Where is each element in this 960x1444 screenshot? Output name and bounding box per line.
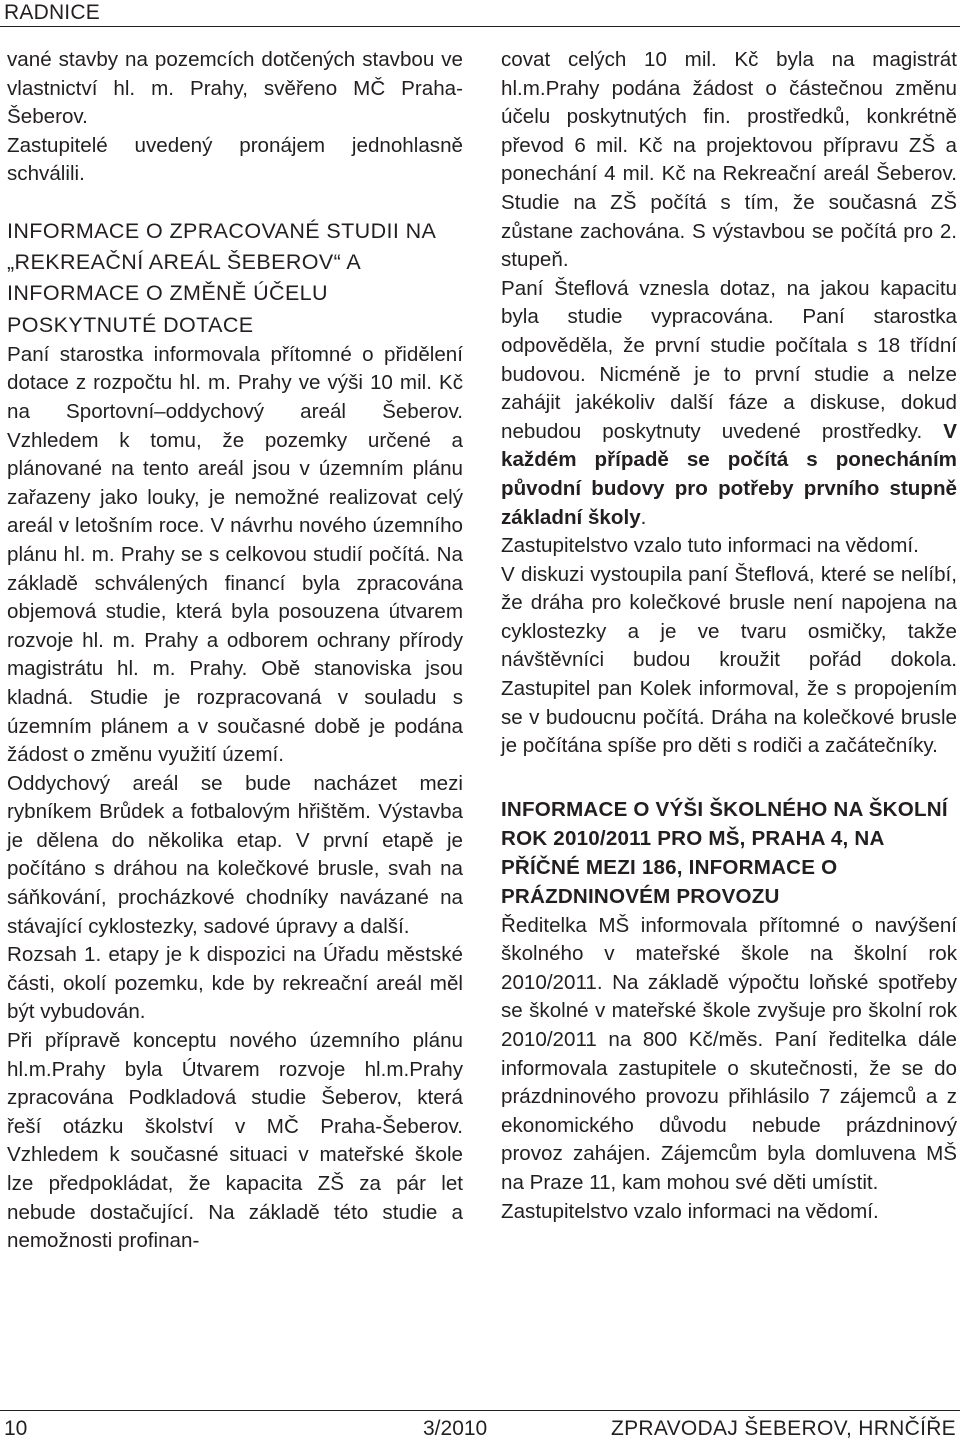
paragraph: [501, 275, 957, 532]
period: .: [640, 505, 647, 529]
paragraph: Ředitelka MŠ informovala přítomné o navýšení školného v mateřské škole na školní rok 2010/2011. Na základě výpočtu loňské spotřeby se školné v mateřské škole zvyšuje pro školní rok 2010/2011 na 800 Kč/měs. Paní ředitelka dále informovala zastupitele o skutečnosti, že se do prázdninového provozu přihlásilo 7 zájemců a z ekonomického důvodu nebude prázdninový provoz zahájen. Zájemcům byla domluvena MŠ na Praze 11, kam mohou své děti umístit.: [501, 913, 957, 1194]
article-heading: INFORMACE O ZPRACOVANÉ STUDII NA „REKREAČNÍ AREÁL ŠEBEROV“ A INFORMACE O ZMĚNĚ ÚČELU POSKYTNUTÉ DOTACE: [7, 218, 436, 337]
paragraph: covat celých 10 mil. Kč byla na magistrát hl.m.Prahy podána žádost o částečnou změnu účelu poskytnutých fin. prostředků, konkrétně převod 6 mil. Kč na projektovou přípravu ZŠ a ponechání 4 mil. Kč na Rekreační areál Šeberov. Studie na ZŠ počítá s tím, že současná ZŠ zůstane zachována. S výstavbou se počítá pro 2. stupeň.: [501, 48, 957, 272]
page-header: [0, 0, 960, 27]
paragraph: Paní starostka informovala přítomné o přidělení dotace z rozpočtu hl. m. Prahy ve výši 10 mil. Kč na Sportovní–oddychový areál Šeberov. Vzhledem k tomu, že pozemky určené a plánované na tento areál jsou v územním plánu zařazeny jako louky, je nemožné realizovat celý areál v letošním roce. V návrhu nového územního plánu hl. m. Prahy se s celkovou studií počítá. Na základě schválených financí byla zpracována objemová studie, která byla posouzena útvarem rozvoje hl. m. Prahy a odborem ochrany přírody magistrátu hl. m. Prahy. Obě stanoviska jsou kladná. Studie je rozpracovaná v souladu s územním plánem a v současné době je podána žádost o změnu využití území.: [7, 342, 463, 767]
paragraph: Zastupitelstvo vzalo tuto informaci na vědomí.: [501, 534, 919, 558]
article-heading: INFORMACE O VÝŠI ŠKOLNÉHO NA ŠKOLNÍ ROK 2010/2011 PRO MŠ, PRAHA 4, NA PŘÍČNÉ MEZI 186, INFORMACE O PRÁZDNINOVÉM PROVOZU: [501, 797, 948, 909]
paragraph: Oddychový areál se bude nacházet mezi rybníkem Brůdek a fotbalovým hřištěm. Výstavba je dělena do několika etap. V první etapě je počítáno s dráhou na kolečkové brusle, svah na sáňkování, procházkové chodníky navázané na stávající cyklostezky, sadové úpravy a další.: [7, 771, 463, 938]
page-number: 10: [4, 1417, 28, 1440]
paragraph: vané stavby na pozemcích dotčených stavbou ve vlastnictví hl. m. Prahy, svěřeno MČ Praha-Šeberov.: [7, 48, 463, 129]
paragraph: Zastupitelstvo vzalo informaci na vědomí.: [501, 1199, 879, 1223]
paragraph: Při přípravě konceptu nového územního plánu hl.m.Prahy byla Útvarem rozvoje hl.m.Prahy zpracována Podkladová studie Šeberov, která řeší otázku školství v MČ Praha-Šeberov. Vzhledem k současné situaci v mateřské škole lze předpokládat, že kapacita ZŠ za pár let nebude dostačující. Na základě této studie a nemožnosti profinan-: [7, 1029, 463, 1253]
magazine-title: ZPRAVODAJ ŠEBEROV, HRNČÍŘE: [610, 1417, 956, 1440]
paragraph: V diskuzi vystoupila paní Šteflová, které se nelíbí, že dráha pro kolečkové brusle není napojena na cyklostezky a je ve tvaru osmičky, takže návštěvníci budou kroužit pořád dokola. Zastupitel pan Kolek informoval, že s propojením se v budoucnu počítá. Dráha na kolečkové brusle je počítána spíše pro děti s rodiči a začátečníky.: [501, 562, 957, 758]
paragraph-text: Paní Šteflová vznesla dotaz, na jakou kapacitu byla studie vypracována. Paní starostka odpověděla, že první studie počítala s 18 třídní budovou. Nicméně je to první studie a nelze zahájit jakékoliv další fáze a diskuse, dokud nebudou poskytnuty uvedené prostředky.: [501, 276, 957, 443]
paragraph: Zastupitelé uvedený pronájem jednohlasně schválili.: [7, 133, 463, 186]
page-footer: [0, 1410, 960, 1444]
issue-number: 3/2010: [423, 1417, 488, 1440]
paragraph: Rozsah 1. etapy je k dispozici na Úřadu městské části, okolí pozemku, kde by rekreační areál měl být vybudován.: [7, 943, 463, 1024]
emphasis-text: V každém případě se počítá s ponecháním původní budovy pro potřeby prvního stupně základní školy: [501, 419, 957, 529]
section-title: RADNICE: [4, 1, 100, 24]
right-column: [501, 46, 957, 1226]
left-column: [7, 46, 463, 1256]
